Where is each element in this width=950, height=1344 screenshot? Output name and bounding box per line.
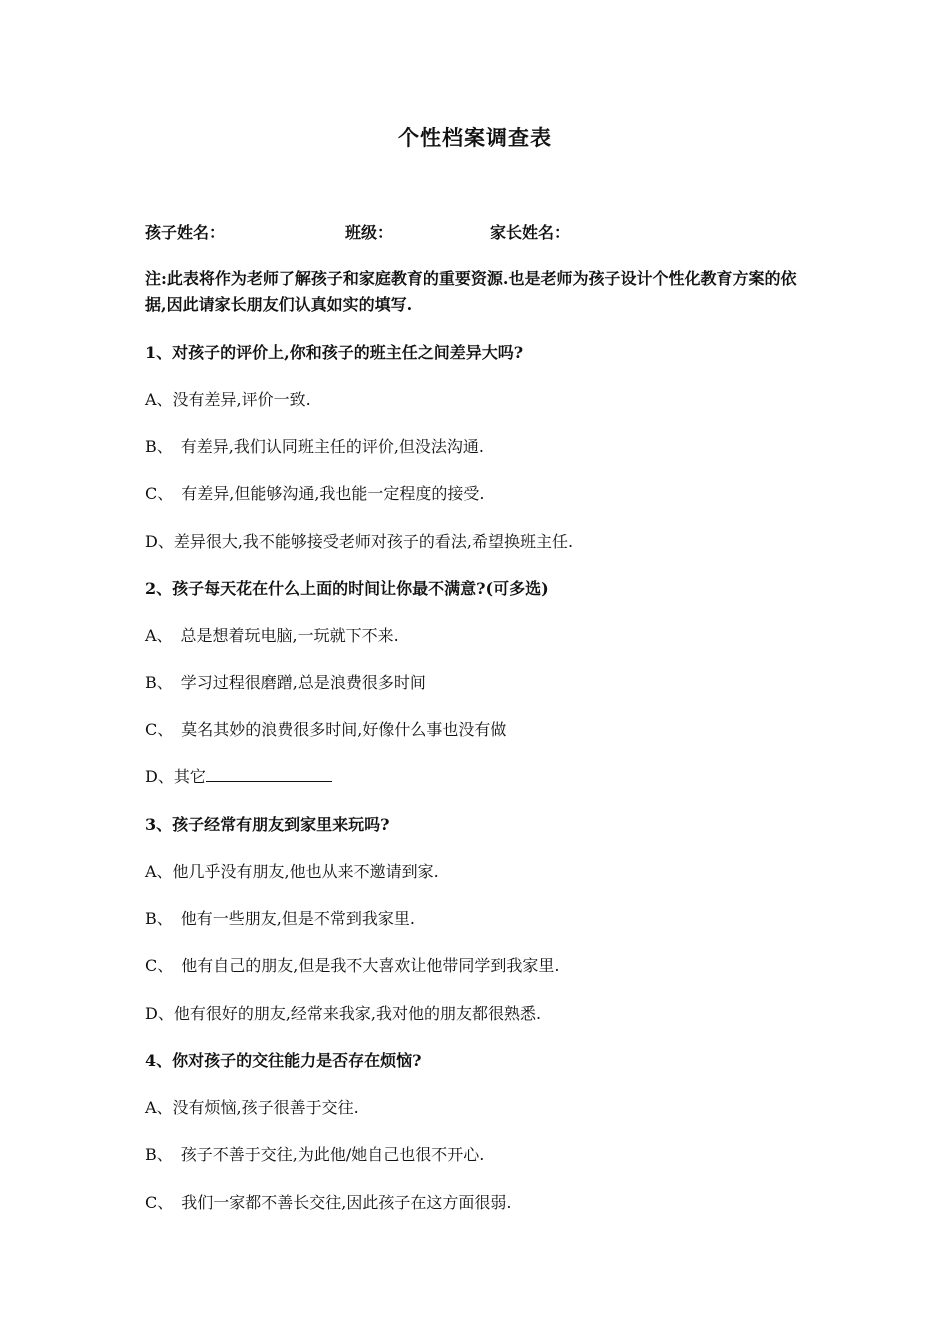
q2-option-c: C、 莫名其妙的浪费很多时间,好像什么事也没有做 [145,720,507,739]
child-name-label: 孩子姓名： [145,223,226,242]
q1-option-d: D、差异很大,我不能够接受老师对孩子的看法,希望换班主任. [145,532,574,551]
q3-option-c: C、 他有自己的朋友,但是我不大喜欢让他带同学到我家里. [145,956,560,975]
q4-option-b: B、 孩子不善于交往,为此他/她自己也很不开心. [145,1145,485,1164]
class-label: 班级： [345,223,394,242]
page-title: 个性档案调查表 [398,125,552,150]
question-1: 1、对孩子的评价上,你和孩子的班主任之间差异大吗? [145,343,524,362]
q3-option-a: A、他几乎没有朋友,他也从来不邀请到家. [145,862,439,881]
q2-option-d-row [145,764,332,787]
question-3: 3、孩子经常有朋友到家里来玩吗? [145,815,390,834]
q1-option-c: C、 有差异,但能够沟通,我也能一定程度的接受. [145,484,485,503]
q2-option-d: D、其它 [145,767,206,786]
q3-option-b: B、 他有一些朋友,但是不常到我家里. [145,909,415,928]
q2-option-b: B、 学习过程很磨蹭,总是浪费很多时间 [145,673,426,692]
parent-name-label: 家长姓名： [490,223,571,242]
q3-option-d: D、他有很好的朋友,经常来我家,我对他的朋友都很熟悉. [145,1004,542,1023]
q2-option-a: A、 总是想着玩电脑,一玩就下不来. [145,626,399,645]
question-4: 4、你对孩子的交往能力是否存在烦恼? [145,1051,422,1070]
q1-option-a: A、没有差异,评价一致. [145,390,311,409]
q1-option-b: B、 有差异,我们认同班主任的评价,但没法沟通. [145,437,485,456]
instruction-note: 注:此表将作为老师了解孩子和家庭教育的重要资源.也是老师为孩子设计个性化教育方案的依据,因此请家长朋友们认真如实的填写. [145,269,797,314]
fill-in-blank[interactable] [206,767,332,782]
q4-option-a: A、没有烦恼,孩子很善于交往. [145,1098,359,1117]
question-2: 2、孩子每天花在什么上面的时间让你最不满意?(可多选) [145,579,549,598]
q4-option-c: C、 我们一家都不善长交往,因此孩子在这方面很弱. [145,1193,512,1212]
